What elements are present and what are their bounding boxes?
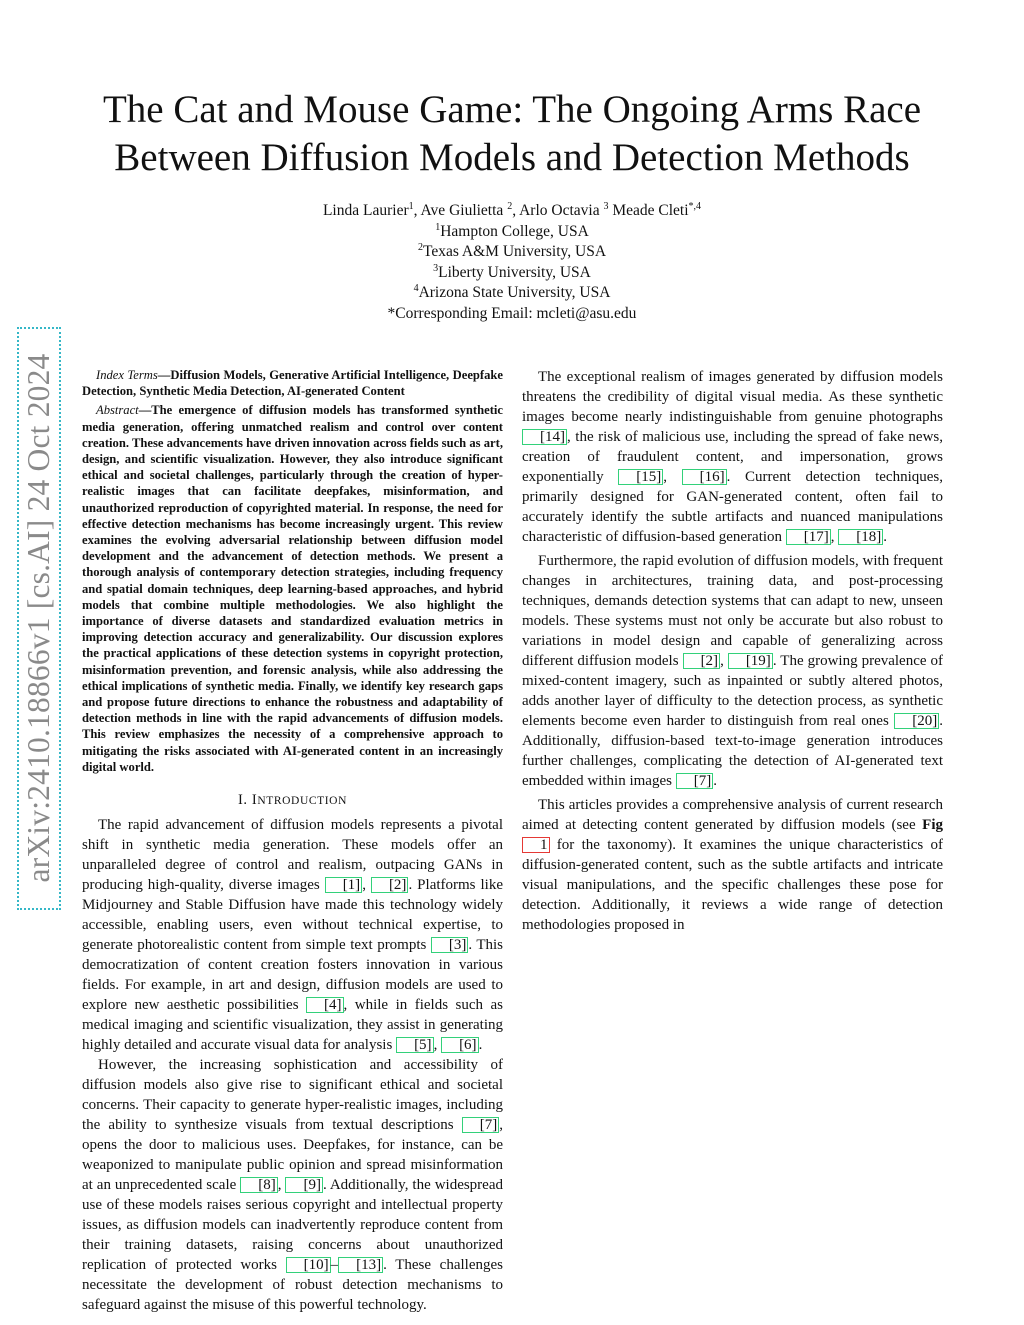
author-names: Linda Laurier$^1$, Ave Giulietta $^2$, Arlo Octavia $^3$ Meade Cleti$^{*,4}$ — [322, 200, 702, 219]
citation-link[interactable]: [16] — [682, 469, 727, 485]
affiliation: $^3$Liberty University, USA — [433, 262, 591, 281]
title-line-1: The Cat and Mouse Game: The Ongoing Arms Race — [102, 88, 922, 131]
author-name: Arlo Octavia — [519, 202, 600, 219]
citation-link[interactable]: [2] — [371, 877, 409, 893]
intro-paragraph-4: Furthermore, the rapid evolution of diffusion models, with frequent changes in architectures, training data, and post-processing techniques, demands detection systems that can adapt to new, unseen models. These systems must not only be accurate but also robust to variations in model design and capable of generalizing across different diffusion models [2] , [19] . The growing prevalence of mixed-content imagery, such as inpainted or subtly altered photos, adds another layer of difficulty to the detection process, as synthetic elements become even harder to distinguish from real ones [20] . Additionally, diffusion-based text-to-image generation introduces further challenges, complicating the detection of AI-generated text embedded within images [7] . — [522, 553, 944, 789]
affiliation: $^2$Texas A&M University, USA — [417, 241, 607, 260]
intro-paragraph-5: This articles provides a comprehensive analysis of current research aimed at detecting content generated by diffusion models (see Fig 1 for the taxonomy). It examines the unique characteristics of diffusion-generated content, such as the subtle artifacts and intricate visual manipulations, and the specific challenges these pose for detection. Additionally, it reviews a wide range of detection methodologies proposed in — [522, 797, 943, 933]
abstract-label: Abstract — [96, 403, 139, 418]
author-name: Ave Giulietta — [420, 202, 504, 219]
author-name: Linda Laurier — [322, 202, 409, 219]
figure-label: Fig — [922, 817, 943, 833]
figure-link[interactable]: 1 — [522, 837, 550, 853]
citation-link[interactable]: [18] — [838, 529, 883, 545]
citation-link[interactable]: [15] — [618, 469, 663, 485]
affiliation: $^1$Hampton College, USA — [435, 221, 589, 240]
citation-link[interactable]: [9] — [285, 1177, 323, 1193]
citation-link[interactable]: [3] — [431, 937, 469, 953]
intro-paragraph-2: However, the increasing sophistication and accessibility of diffusion models also give rise to significant ethical and societal concerns. Their capacity to generate hyper-realistic images, including the ability to synthesize visuals from textual descriptions [7] , opens the door to malicious uses. Deepfakes, for instance, can be weaponized to manipulate public opinion and spread misinformation at an unprecedented scale [8] , [9] . Additionally, the widespread use of these models raises serious copyright and intellectual property issues, as diffusion models can inadvertently reproduce content from their training datasets, raising concerns about unauthorized replication of protected works [10] – [13] . These challenges necessitate the development of robust detection mechanisms to safeguard against the misuse of this powerful technology. — [82, 1057, 503, 1314]
corresponding-email: *Corresponding Email: mcleti@asu.edu — [387, 304, 637, 322]
abstract: Abstract—The emergence of diffusion models has transformed synthetic media generation, offering unmatched realism and control over content creation. These advancements have driven innovation across fields such as art, design, and scientific visualization. However, they also introduce significant ethical and societal challenges, particularly through the creation of hyper-realistic images that can facilitate deepfakes, misinformation, and unauthorized reproduction of copyrighted material. In response, the need for effective detection mechanisms has become increasingly urgent. This review examines the evolving adversarial relationship between diffusion model development and the advancement of detection methods. We present a thorough analysis of contemporary detection strategies, including frequency and spatial domain techniques, deep learning-based approaches, and hybrid models that combine multiple methodologies. We also highlight the importance of diverse datasets and standardized evaluation metrics in improving detection accuracy and generalizability. Our discussion explores the practical applications of these detection systems in copyright protection, misinformation prevention, and forensic analysis, while also addressing the ethical implications of synthetic media. Finally, we identify key research gaps and propose future directions to enhance the robustness and adaptability of detection methods in line with the rapid advancements of diffusion models. This review emphasizes the necessity of a comprehensive approach to mitigating the risks associated with AI-generated content in an increasingly digital world. — [82, 403, 503, 774]
intro-paragraph-1: The rapid advancement of diffusion models represents a pivotal shift in synthetic media generation. These models offer an unparalleled degree of control and realism, outpacing GANs in producing high-quality, diverse images [1] , [2] . Platforms like Midjourney and Stable Diffusion have made this technology widely accessible, enabling users, even without technical expertise, to generate photorealistic content from simple text prompts [3] . This democratization of content creation fosters innovation in various fields. For example, in art and design, diffusion models are used to explore new aesthetic possibilities [4] , while in fields such as medical imaging and scientific visualization, they assist in generating highly detailed and accurate visual data for analysis [5] , [6] . — [82, 817, 503, 1054]
section-heading-introduction: I. INTRODUCTION — [238, 792, 347, 809]
citation-link[interactable]: [5] — [396, 1037, 434, 1053]
citation-link[interactable]: [7] — [676, 773, 714, 789]
citation-link[interactable]: [17] — [786, 529, 831, 545]
citation-link[interactable]: [2] — [683, 653, 721, 669]
left-column — [82, 367, 503, 1315]
arxiv-stamp: arXiv:2410.18866v1 [cs.AI] 24 Oct 2024 — [21, 353, 56, 883]
author-name: Meade Cleti — [612, 202, 689, 219]
citation-link[interactable]: [19] — [728, 653, 773, 669]
paper-title — [40, 86, 984, 182]
index-terms: Index Terms—Diffusion Models, Generative Artificial Intelligence, Deepfake Detection, Synthetic Media Detection, AI-generated Content — [82, 368, 504, 399]
citation-link[interactable]: [8] — [240, 1177, 278, 1193]
front-matter — [82, 367, 503, 775]
title-line-2: Between Diffusion Models and Detection Methods — [114, 136, 910, 179]
citation-link[interactable]: [7] — [462, 1117, 500, 1133]
citation-link[interactable]: [1] — [325, 877, 363, 893]
citation-link[interactable]: [13] — [338, 1257, 383, 1273]
index-terms-label: Index Terms — [96, 368, 158, 382]
citation-link[interactable]: [10] — [286, 1257, 331, 1273]
citation-link[interactable]: [4] — [306, 997, 344, 1013]
author-block — [100, 201, 924, 324]
right-column — [522, 367, 943, 935]
citation-link[interactable]: [20] — [894, 713, 939, 729]
citation-link[interactable]: [14] — [522, 429, 567, 445]
citation-link[interactable]: [6] — [441, 1037, 479, 1053]
intro-paragraph-3: The exceptional realism of images generated by diffusion models threatens the credibility of digital visual media. As these synthetic images become nearly indistinguishable from genuine photographs [14] , the risk of malicious use, including the spread of fake news, creation of fraudulent content, and impersonation, grows exponentially [15] , [16] . Current detection techniques, primarily designed for GAN-generated content, often fail to accurately identify the subtle artifacts and nuanced manipulations characteristic of diffusion-based generation [17] , [18] . — [522, 369, 943, 545]
intro-body-left — [82, 815, 503, 1315]
affiliation: $^4$Arizona State University, USA — [413, 282, 611, 301]
